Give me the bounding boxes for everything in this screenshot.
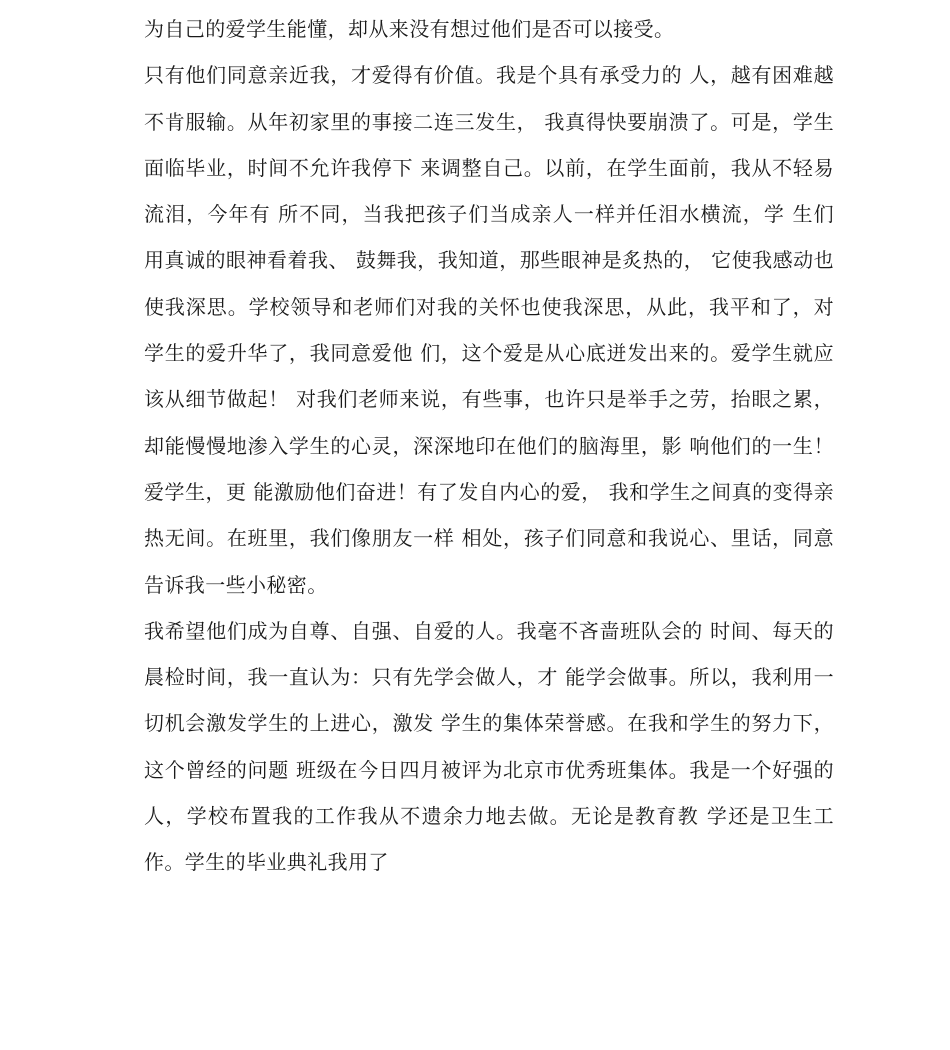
paragraph-2: 只有他们同意亲近我，才爱得有价值。我是个具有承受力的 人，越有困难越不肯服输。从年初家里的事接二连三发生， 我真得快要崩溃了。可是，学生面临毕业，时间不允许我停下 来调整自己。以前，在学生面前，我从不轻易流泪，今年有 所不同，当我把孩子们当成亲人一样并任泪水横流，学 生们 用真诚的眼神看着我、 鼓舞我，我知道，那些眼神是炙热的， 它使我感动也使我深思。学校领导和老师们对我的关怀也使我深思，从此，我平和了，对学生的爱升华了，我同意爱他 们，这个爱是从心底迸发出来的。爱学生就应该从细节做起！ 对我们老师来说，有些事，也许只是举手之劳，抬眼之累， 却能慢慢地渗入学生的心灵，深深地印在他们的脑海里，影 响他们的一生！爱学生，更 能激励他们奋进！有了发自内心的爱， 我和学生之间真的变得亲热无间。在班里，我们像朋友一样 相处，孩子们同意和我说心、里话，同意告诉我一些小秘密。 [144, 63, 834, 597]
document-body [144, 6, 834, 886]
paragraph-3: 我希望他们成为自尊、自强、自爱的人。我毫不吝啬班队会的 时间、每天的晨检时间，我一直认为：只有先学会做人，才 能学会做事。所以，我利用一切机会激发学生的上进心，激发 学生的集体荣誉感。在我和学生的努力下，这个曾经的问题 班级在今日四月被评为北京市优秀班集体。我是一个好强的 人，学校布置我的工作我从不遗余力地去做。无论是教育教 学还是卫生工作。学生的毕业典礼我用了 [144, 618, 834, 875]
paragraph-1: 为自己的爱学生能懂，却从来没有想过他们是否可以接受。 [144, 17, 675, 41]
